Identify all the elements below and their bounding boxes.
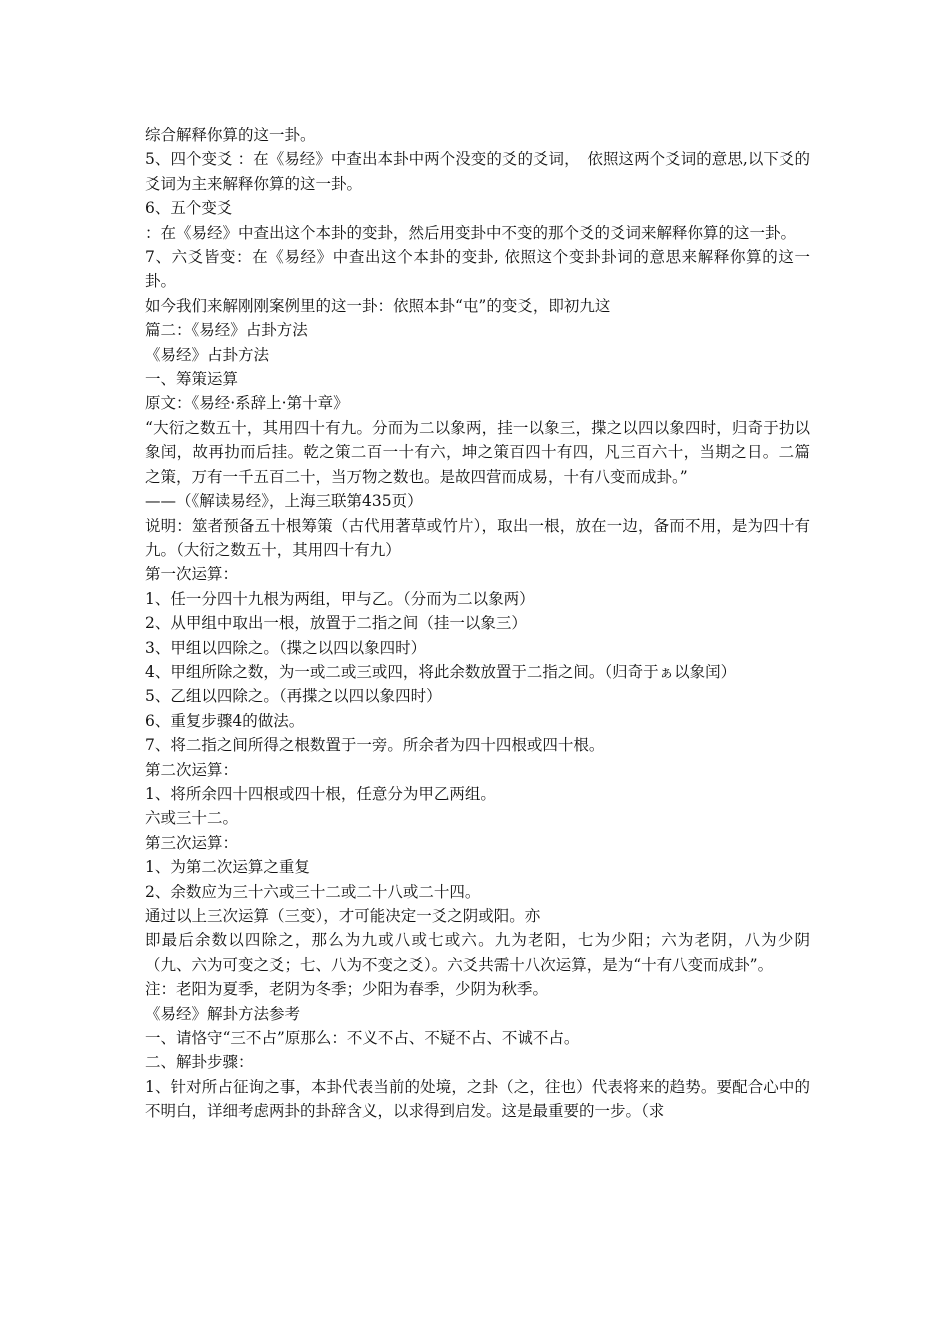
note: 注：老阳为夏季，老阴为冬季；少阳为春季，少阴为秋季。 [145,980,549,999]
quotation: “大衍之数五十，其用四十有九。分而为二以象两，挂一以象三，揲之以四以象四时，归奇于扐以象闰，故再扐而后挂。乾之策二百一十有六，坤之策百四十有四，凡三百六十，当期之日。二篇之策，万有一千五百二十，当万物之数也。是故四营而成易，十有八变而成卦。” [145,418,810,486]
list-item: 1、针对所占征询之事，本卦代表当前的处境，之卦（之，往也）代表将来的趋势。要配合心中的不明白，详细考虑两卦的卦辞含义，以求得到启发。这是最重要的一步。（求 [145,1077,810,1121]
text-line: 说明：筮者预备五十根筹策（古代用著草或竹片），取出一根，放在一边，备而不用，是为四十有九。（大衍之数五十，其用四十有九） [145,516,810,559]
subsection-heading: 第一次运算： [145,565,239,584]
text-line: 通过以上三次运算（三变），才可能决定一爻之阴或阳。亦 [145,907,541,925]
list-item: 2、从甲组中取出一根，放置于二指之间（挂一以象三） [145,614,527,633]
subsection-heading: 一、筹策运算 [145,370,239,389]
list-item: 2、余数应为三十六或三十二或二十八或二十四。 [145,882,481,901]
text-line: 六或三十二。 [145,809,239,828]
text-line: ：在《易经》中查出这个本卦的变卦，然后用变卦中不变的那个爻的爻词来解释你算的这一卦。 [145,223,797,242]
text-line: 综合解释你算的这一卦。 [145,126,316,144]
section-heading: 篇二：《易经》占卦方法 [145,321,308,340]
text-line: 7、六爻皆变：在《易经》中查出这个本卦的变卦, 依照这个变卦卦词的意思来解释你算的这一卦。 [145,248,810,291]
text-line: 5、四个变爻 ：在《易经》中查出本卦中两个没变的爻的爻词， 依照这两个爻词的意思,以下爻的爻词为主来解释你算的这一卦。 [145,150,811,193]
text-line: 即最后余数以四除之，那么为九或八或七或六。九为老阳，七为少阳；六为老阴，八为少阴（九、六为可变之爻；七、八为不变之爻）。六爻共需十八次运算，是为“十有八变而成卦”。 [145,931,810,974]
list-item: 4、甲组所除之数，为一或二或三或四，将此余数放置于二指之间。（归奇于ぁ以象闰） [145,662,737,681]
list-item: 5、乙组以四除之。（再揲之以四以象四时） [145,687,442,706]
document-body [145,123,810,1124]
list-item: 一、请恪守“三不占”原那么：不义不占、不疑不占、不诚不占。 [145,1029,580,1048]
citation: ——（《解读易经》，上海三联第435页） [145,492,423,511]
text-line: 如今我们来解刚刚案例里的这一卦：依照本卦“屯”的变爻，即初九这 [145,296,611,315]
section-title: 《易经》占卦方法 [145,345,270,364]
list-item: 7、将二指之间所得之根数置于一旁。所余者为四十四根或四十根。 [145,736,605,755]
subsection-heading: 第三次运算： [145,833,239,852]
subsection-heading: 第二次运算： [145,760,239,779]
list-item: 6、重复步骤4的做法。 [145,711,305,730]
list-item: 3、甲组以四除之。（揲之以四以象四时） [145,638,427,657]
section-title: 《易经》解卦方法参考 [145,1004,301,1023]
list-item: 1、为第二次运算之重复 [145,858,310,877]
text-line: 原文：《易经·系辞上·第十章》 [145,394,349,413]
text-line: 6、五个变爻 [145,199,233,218]
list-item: 二、解卦步骤： [145,1053,254,1072]
list-item: 1、将所余四十四根或四十根，任意分为甲乙两组。 [145,784,496,803]
list-item: 1、任一分四十九根为两组，甲与乙。（分而为二以象两） [145,589,535,608]
